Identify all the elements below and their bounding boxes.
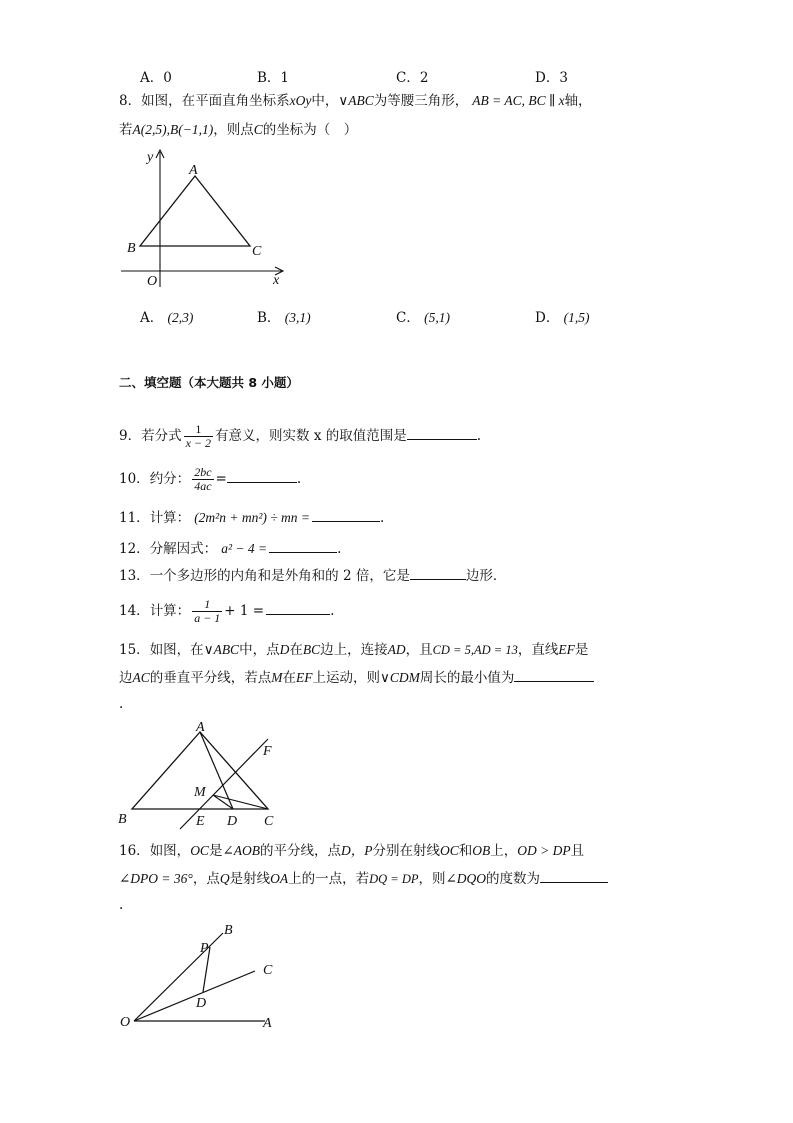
label-o: O xyxy=(120,1015,131,1030)
q7-option-c: C．2 xyxy=(396,70,429,86)
q16-dot: . xyxy=(119,897,124,913)
q8-option-b: B． (3,1) xyxy=(257,310,311,326)
q16-line1: 16．如图，OC是∠AOB的平分线，点D，P分别在射线OC和OB上，OD > DP且 xyxy=(119,843,585,859)
label-a: A xyxy=(196,720,205,735)
label-p: P xyxy=(200,941,209,956)
q9-fraction: $\frac{1}{x - 2}$ xyxy=(185,422,212,450)
label-m: M xyxy=(194,785,206,800)
q16-line2: ∠DPO = 36°，点Q是射线OA上的一点，若DQ = DP，则∠DQO的度数为 xyxy=(119,869,608,889)
label-x: x xyxy=(273,273,280,288)
label-c: C xyxy=(252,244,262,259)
q15-dot: . xyxy=(119,696,124,712)
q9-answer-blank[interactable] xyxy=(407,426,477,440)
label-b: B xyxy=(118,812,127,827)
q7-option-b: B．1 xyxy=(257,70,290,86)
q7-option-a: A．0 xyxy=(140,70,172,86)
segments-md-mc xyxy=(213,795,268,809)
label-c: C xyxy=(264,814,274,829)
q12: 12．分解因式： a² − 4 = . xyxy=(119,541,342,557)
ray-oc xyxy=(134,971,255,1021)
q15-line2: 边AC的垂直平分线，若点M在EF上运动，则∨CDM周长的最小值为 xyxy=(119,668,594,688)
q16-angle-figure xyxy=(110,915,290,1040)
q8-line1: 8．如图，在平面直角坐标系xOy中，∨ABC为等腰三角形， AB = AC, BC ∥ x轴， xyxy=(119,93,592,109)
q12-answer-blank[interactable] xyxy=(269,539,337,553)
q8-option-a: A． (2,3) xyxy=(140,310,194,326)
label-o: O xyxy=(147,274,158,289)
triangle-abc xyxy=(140,176,250,246)
label-a: A xyxy=(263,1016,272,1031)
q10-answer-blank[interactable] xyxy=(227,469,297,483)
q8-option-c: C． (5,1) xyxy=(396,310,451,326)
q8-number: 8． xyxy=(119,93,142,109)
q14-fraction: $\frac{1}{a - 1}$ xyxy=(194,597,221,625)
label-f: F xyxy=(263,744,272,759)
q15-triangle-figure xyxy=(110,715,300,835)
q11: 11．计算： (2m²n + mn²) ÷ mn = . xyxy=(119,510,385,526)
q14-answer-blank[interactable] xyxy=(266,601,330,615)
q8-option-d: D． (1,5) xyxy=(535,310,590,326)
label-d: D xyxy=(227,814,238,829)
q10: 10．约分： $\frac{2bc}{4ac}$ = . xyxy=(119,465,302,493)
ray-ob xyxy=(134,933,223,1021)
q8-line2: 若A(2,5),B(−1,1)，则点C的坐标为（ ） xyxy=(119,122,358,138)
label-b: B xyxy=(127,241,136,256)
q11-answer-blank[interactable] xyxy=(312,508,380,522)
label-y: y xyxy=(147,150,154,165)
q15-answer-blank[interactable] xyxy=(514,668,594,682)
label-a: A xyxy=(189,163,198,178)
q15-line1: 15．如图，在∨ABC中，点D在BC边上，连接AD，且CD = 5,AD = 13，直线EF是 xyxy=(119,642,589,658)
q7-option-d: D．3 xyxy=(535,70,568,86)
q8-coordinate-figure xyxy=(115,142,295,292)
q14: 14．计算： $\frac{1}{a - 1}$ + 1 = . xyxy=(119,597,335,625)
q16-answer-blank[interactable] xyxy=(540,869,608,883)
q9: 9．若分式 $\frac{1}{x - 2}$ 有意义，则实数 x 的取值范围是 . xyxy=(119,422,482,450)
line-ef xyxy=(180,739,268,829)
label-c: C xyxy=(263,963,273,978)
q13: 13．一个多边形的内角和是外角和的 2 倍，它是 边形． xyxy=(119,568,507,584)
label-d: D xyxy=(196,996,207,1011)
q13-answer-blank[interactable] xyxy=(410,566,466,580)
label-b: B xyxy=(224,923,233,938)
q10-fraction: $\frac{2bc}{4ac}$ xyxy=(194,465,212,493)
label-e: E xyxy=(196,814,205,829)
section-title: 二、填空题（本大题共 8 小题） xyxy=(119,375,299,390)
